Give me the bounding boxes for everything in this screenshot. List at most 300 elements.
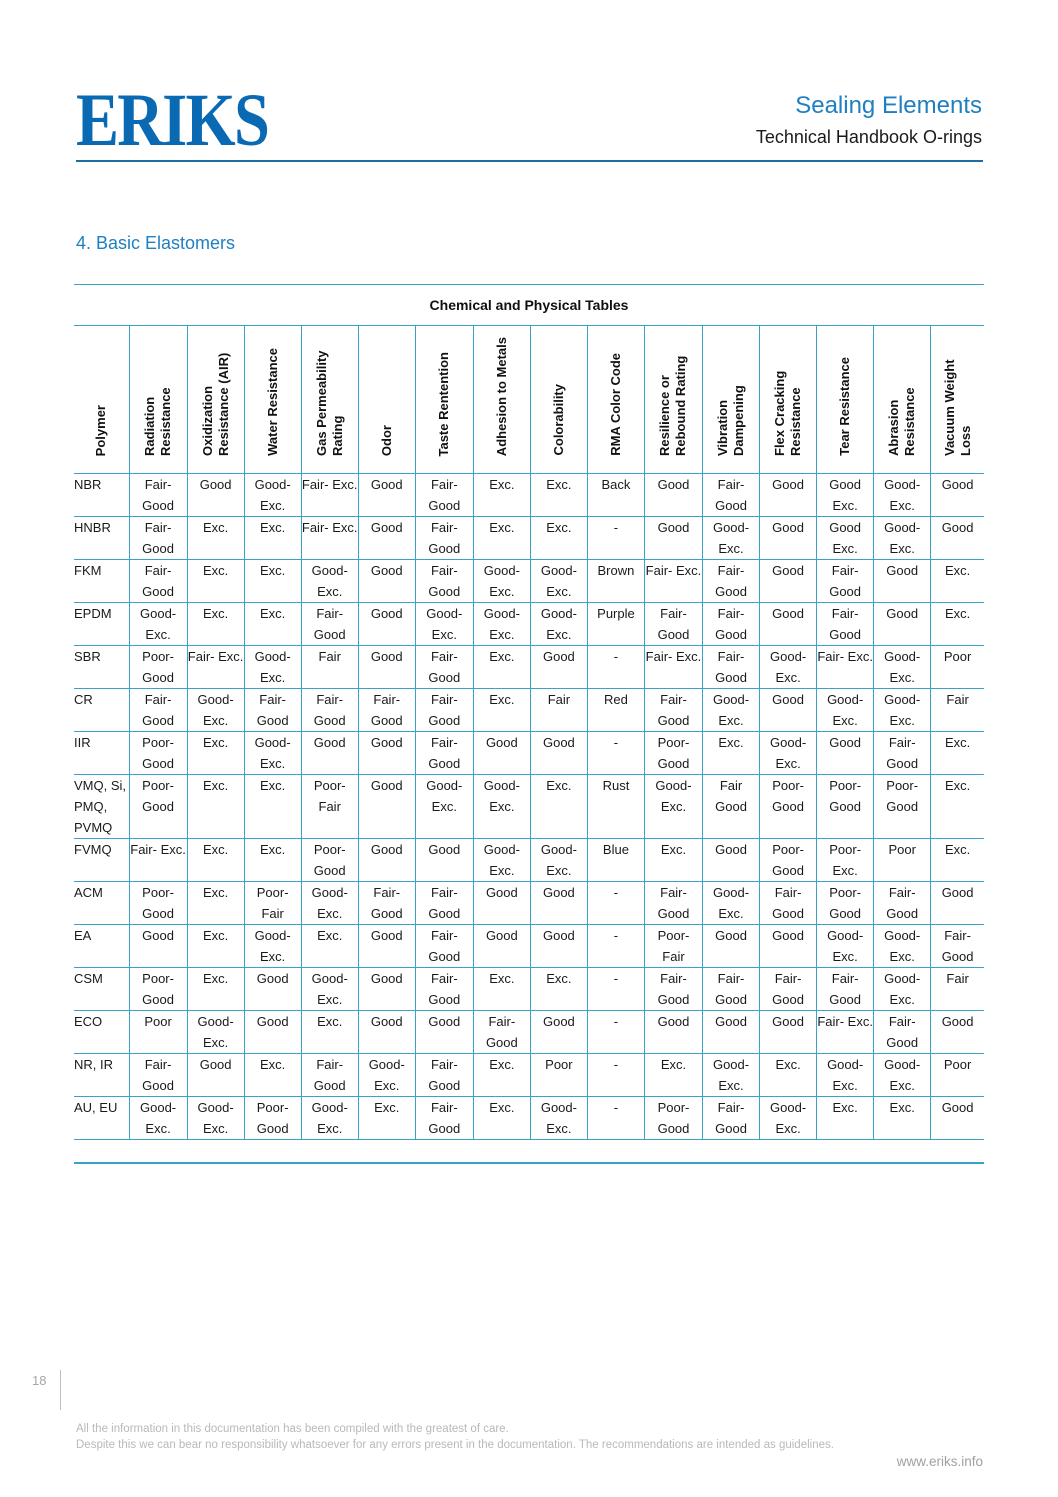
column-header-wrapper (142, 328, 174, 468)
section-title: 4. Basic Elastomers (76, 233, 236, 253)
rating-cell: Good- Exc. (415, 603, 473, 646)
rating-cell: Poor (931, 1054, 984, 1097)
rating-cell: Exc. (473, 689, 530, 732)
polymer-cell: CR (74, 689, 129, 732)
rating-cell: Good (244, 1011, 301, 1054)
rating-cell: Exc. (931, 560, 984, 603)
table-row (74, 1054, 984, 1097)
rating-cell: Fair- Exc. (301, 474, 358, 517)
column-header-wrapper (314, 328, 346, 468)
disclaimer-line-2: Despite this we can bear no responsibility whatsoever for any errors present in the documentation. The recommendations are intended as guidelines. (76, 1439, 834, 1451)
rating-cell: - (587, 646, 644, 689)
rating-cell: Fair- Good (817, 968, 874, 1011)
rating-cell: Good- Exc. (530, 560, 587, 603)
rating-cell: Fair- Good (129, 689, 187, 732)
rating-cell: Fair- Good (129, 474, 187, 517)
rating-cell: Good (703, 1011, 760, 1054)
rating-cell: Good (244, 968, 301, 1011)
rating-cell: Good- Exc. (244, 474, 301, 517)
rating-cell: Exc. (244, 603, 301, 646)
polymer-cell: ACM (74, 882, 129, 925)
table-row (74, 1011, 984, 1054)
rating-cell: Fair- Good (817, 603, 874, 646)
rating-cell: Exc. (874, 1097, 931, 1140)
chemical-physical-table (74, 284, 984, 1164)
header-divider (76, 160, 983, 162)
column-header-wrapper (608, 353, 624, 468)
rating-cell: Poor- Good (244, 1097, 301, 1140)
rating-cell: Poor- Good (817, 882, 874, 925)
column-header (358, 326, 415, 474)
rating-cell: Poor- Good (129, 882, 187, 925)
rating-cell: Good (473, 732, 530, 775)
column-header (187, 326, 244, 474)
rating-cell: Good- Exc. (817, 1054, 874, 1097)
column-header (129, 326, 187, 474)
rating-cell: Fair- Good (874, 732, 931, 775)
polymer-cell: EPDM (74, 603, 129, 646)
rating-cell: Good (187, 474, 244, 517)
rating-cell: Exc. (473, 968, 530, 1011)
column-header-wrapper (837, 357, 853, 468)
column-header-label: Oxidization Resistance (AIR) (199, 352, 231, 456)
rating-cell: Good- Exc. (301, 882, 358, 925)
rating-cell: Exc. (931, 603, 984, 646)
rating-cell: Good (644, 1011, 702, 1054)
rating-cell: Good (760, 517, 817, 560)
rating-cell: Good- Exc. (473, 603, 530, 646)
rating-cell: Rust (587, 775, 644, 839)
column-header-label: Gas Permeability Rating (313, 350, 345, 456)
rating-cell: Good- Exc. (301, 560, 358, 603)
rating-cell: Blue (587, 839, 644, 882)
rating-cell: Exc. (530, 775, 587, 839)
rating-cell: Poor- Good (301, 839, 358, 882)
rating-cell: Exc. (244, 1054, 301, 1097)
rating-cell: Poor- Good (817, 775, 874, 839)
rating-cell: Fair (931, 968, 984, 1011)
table-row (74, 968, 984, 1011)
column-header (644, 326, 702, 474)
table-row (74, 646, 984, 689)
rating-cell: - (587, 1097, 644, 1140)
rating-cell: Fair- Good (644, 603, 702, 646)
rating-cell: Fair- Good (644, 689, 702, 732)
rating-cell: Good (760, 689, 817, 732)
page-number: 18 (32, 1373, 47, 1388)
column-header-label: Odor (378, 424, 394, 456)
rating-cell: Exc. (473, 1054, 530, 1097)
rating-cell: - (587, 732, 644, 775)
rating-cell: Good- Exc. (760, 732, 817, 775)
rating-cell: Good- Exc. (703, 689, 760, 732)
rating-cell: Good (874, 603, 931, 646)
page-number-divider (60, 1370, 61, 1410)
column-header-label: Vacuum Weight Loss (941, 359, 973, 456)
rating-cell: Exc. (931, 839, 984, 882)
rating-cell: Exc. (931, 732, 984, 775)
rating-cell: Good (530, 646, 587, 689)
rating-cell: Poor (874, 839, 931, 882)
rating-cell: - (587, 882, 644, 925)
rating-cell: Good- Exc. (530, 603, 587, 646)
polymer-cell: FVMQ (74, 839, 129, 882)
rating-cell: Poor- Fair (644, 925, 702, 968)
column-header (74, 326, 129, 474)
rating-cell: Good- Exc. (874, 646, 931, 689)
column-header-wrapper (551, 384, 567, 468)
column-header (817, 326, 874, 474)
disclaimer-line-1: All the information in this documentation has been compiled with the greatest of care. (76, 1423, 509, 1435)
rating-cell: Fair- Good (415, 646, 473, 689)
column-header (473, 326, 530, 474)
table-row (74, 474, 984, 517)
rating-cell: Poor (530, 1054, 587, 1097)
rating-cell: Good (358, 603, 415, 646)
polymer-cell: IIR (74, 732, 129, 775)
rating-cell: Exc. (187, 560, 244, 603)
rating-cell: Exc. (187, 517, 244, 560)
rating-cell: Good Exc. (817, 517, 874, 560)
rating-cell: Good (644, 517, 702, 560)
rating-cell: Exc. (644, 839, 702, 882)
rating-cell: Good- Exc. (644, 775, 702, 839)
rating-cell: Good (530, 925, 587, 968)
rating-cell: Good- Exc. (874, 925, 931, 968)
rating-cell: Good- Exc. (301, 1097, 358, 1140)
rating-cell: Fair- Exc. (817, 646, 874, 689)
rating-cell: Purple (587, 603, 644, 646)
rating-cell: Poor- Exc. (817, 839, 874, 882)
rating-cell: Fair- Good (703, 1097, 760, 1140)
rating-cell: Good- Exc. (187, 1097, 244, 1140)
rating-cell: Fair- Good (415, 1097, 473, 1140)
rating-cell: Good- Exc. (703, 517, 760, 560)
rating-cell: Fair- Good (415, 925, 473, 968)
rating-cell: Poor- Fair (244, 882, 301, 925)
rating-cell: Poor- Good (644, 1097, 702, 1140)
rating-cell: Good- Exc. (473, 839, 530, 882)
column-header-wrapper (379, 425, 395, 468)
column-header-wrapper (715, 328, 747, 468)
rating-cell: Good (358, 732, 415, 775)
rating-cell: Good (703, 925, 760, 968)
rating-cell: Fair- Good (644, 882, 702, 925)
rating-cell: Good (931, 882, 984, 925)
rating-cell: Good Exc. (817, 474, 874, 517)
rating-cell: Fair- Good (931, 925, 984, 968)
table-footer-spacer (74, 1140, 984, 1164)
rating-cell: Fair- Good (473, 1011, 530, 1054)
rating-cell: Good- Exc. (817, 925, 874, 968)
polymer-cell: ECO (74, 1011, 129, 1054)
column-header-label: RMA Color Code (607, 353, 623, 456)
rating-cell: Exc. (187, 732, 244, 775)
rating-cell: Good (358, 1011, 415, 1054)
rating-cell: Good- Exc. (358, 1054, 415, 1097)
rating-cell: Fair- Good (415, 732, 473, 775)
rating-cell: Good- Exc. (530, 839, 587, 882)
rating-cell: Fair Good (703, 775, 760, 839)
rating-cell: Fair- Good (703, 646, 760, 689)
rating-cell: - (587, 1054, 644, 1097)
polymer-cell: HNBR (74, 517, 129, 560)
rating-cell: Fair- Good (129, 517, 187, 560)
column-header-wrapper (494, 337, 510, 468)
rating-cell: Exc. (187, 775, 244, 839)
polymer-cell: CSM (74, 968, 129, 1011)
rating-cell: Good (530, 1011, 587, 1054)
rating-cell: Exc. (473, 646, 530, 689)
rating-cell: Good (817, 732, 874, 775)
column-header (415, 326, 473, 474)
rating-cell: Good- Exc. (473, 775, 530, 839)
rating-cell: Good (874, 560, 931, 603)
rating-cell: - (587, 1011, 644, 1054)
rating-cell: Poor- Good (129, 646, 187, 689)
rating-cell: Good (931, 517, 984, 560)
rating-cell: Fair- Good (644, 968, 702, 1011)
rating-cell: Exc. (530, 517, 587, 560)
rating-cell: Good (760, 925, 817, 968)
column-header-wrapper (436, 352, 452, 469)
polymer-cell: NR, IR (74, 1054, 129, 1097)
column-header-label: Radiation Resistance (142, 387, 174, 456)
rating-cell: Fair- Good (244, 689, 301, 732)
column-header-label: Adhesion to Metals (493, 336, 509, 456)
rating-cell: Fair- Good (415, 968, 473, 1011)
rating-cell: Good- Exc. (129, 603, 187, 646)
rating-cell: Fair- Good (415, 1054, 473, 1097)
rating-cell: Fair- Good (129, 560, 187, 603)
rating-cell: Good (931, 474, 984, 517)
rating-cell: Red (587, 689, 644, 732)
rating-cell: Good (760, 603, 817, 646)
column-header (931, 326, 984, 474)
table-row (74, 775, 984, 839)
rating-cell: Good (415, 839, 473, 882)
table-header-row (74, 326, 984, 474)
rating-cell: - (587, 925, 644, 968)
rating-cell: Good- Exc. (244, 925, 301, 968)
rating-cell: Fair- Good (415, 474, 473, 517)
rating-cell: Exc. (358, 1097, 415, 1140)
rating-cell: Poor- Good (129, 775, 187, 839)
rating-cell: Exc. (187, 839, 244, 882)
document-subtitle: Technical Handbook O-rings (755, 127, 982, 147)
table-row (74, 925, 984, 968)
rating-cell: Good (760, 474, 817, 517)
rating-cell: Fair- Good (129, 1054, 187, 1097)
rating-cell: Good- Exc. (874, 1054, 931, 1097)
rating-cell: Poor- Good (874, 775, 931, 839)
rating-cell: Good (703, 839, 760, 882)
rating-cell: Exc. (244, 775, 301, 839)
rating-cell: Exc. (187, 882, 244, 925)
rating-cell: Fair- Good (301, 603, 358, 646)
polymer-cell: NBR (74, 474, 129, 517)
rating-cell: Exc. (473, 1097, 530, 1140)
column-header-label: Tear Resistance (837, 357, 853, 456)
rating-cell: Good (301, 732, 358, 775)
rating-cell: Good- Exc. (817, 689, 874, 732)
rating-cell: Poor- Good (760, 839, 817, 882)
rating-cell: Fair- Good (415, 560, 473, 603)
rating-cell: Good- Exc. (874, 689, 931, 732)
rating-cell: Exc. (817, 1097, 874, 1140)
rating-cell: Fair- Good (703, 603, 760, 646)
rating-cell: Fair- Good (358, 882, 415, 925)
column-header-wrapper (265, 348, 281, 468)
rating-cell: Exc. (760, 1054, 817, 1097)
column-header-label: Water Resistance (264, 348, 280, 456)
rating-cell: Good (187, 1054, 244, 1097)
rating-cell: Good- Exc. (187, 1011, 244, 1054)
column-header-label: Vibration Dampening (715, 385, 747, 456)
rating-cell: - (587, 517, 644, 560)
table-row (74, 839, 984, 882)
rating-cell: Exc. (473, 517, 530, 560)
rating-cell: Good (358, 646, 415, 689)
rating-cell: Fair (530, 689, 587, 732)
table-row (74, 882, 984, 925)
column-header (530, 326, 587, 474)
rating-cell: Good- Exc. (874, 474, 931, 517)
rating-cell: Fair- Good (874, 1011, 931, 1054)
rating-cell: Poor- Good (760, 775, 817, 839)
rating-cell: Exc. (644, 1054, 702, 1097)
rating-cell: Good (358, 517, 415, 560)
rating-cell: Good (129, 925, 187, 968)
rating-cell: Good (473, 925, 530, 968)
rating-cell: Good- Exc. (244, 732, 301, 775)
column-header-wrapper (200, 328, 232, 468)
column-header (244, 326, 301, 474)
rating-cell: Good (530, 882, 587, 925)
rating-cell: Fair- Exc. (644, 646, 702, 689)
rating-cell: Fair- Good (874, 882, 931, 925)
rating-cell: Exc. (187, 925, 244, 968)
column-header-wrapper (657, 328, 689, 468)
table-row (74, 732, 984, 775)
polymer-cell: EA (74, 925, 129, 968)
column-header (301, 326, 358, 474)
rating-cell: Good (530, 732, 587, 775)
rating-cell: Good (358, 775, 415, 839)
column-header (760, 326, 817, 474)
rating-cell: Fair- Good (760, 968, 817, 1011)
rating-cell: Poor- Good (644, 732, 702, 775)
polymer-cell: SBR (74, 646, 129, 689)
rating-cell: Back (587, 474, 644, 517)
rating-cell: Exc. (301, 1011, 358, 1054)
rating-cell: Brown (587, 560, 644, 603)
rating-cell: Exc. (530, 474, 587, 517)
column-header (587, 326, 644, 474)
column-header (703, 326, 760, 474)
column-header-label: Colorability (550, 384, 566, 456)
column-header (874, 326, 931, 474)
column-header-label: Resilience or Rebound Rating (657, 355, 689, 456)
rating-cell: Exc. (187, 603, 244, 646)
rating-cell: - (587, 968, 644, 1011)
rating-cell: Fair- Exc. (301, 517, 358, 560)
rating-cell: Poor (931, 646, 984, 689)
rating-cell: Poor- Good (129, 732, 187, 775)
rating-cell: Fair- Good (817, 560, 874, 603)
rating-cell: Exc. (187, 968, 244, 1011)
rating-cell: Good- Exc. (187, 689, 244, 732)
rating-cell: Fair- Exc. (817, 1011, 874, 1054)
rating-cell: Fair- Exc. (187, 646, 244, 689)
rating-cell: Fair- Exc. (129, 839, 187, 882)
rating-cell: Fair- Exc. (644, 560, 702, 603)
polymer-cell: VMQ, Si, PMQ, PVMQ (74, 775, 129, 839)
rating-cell: Fair- Good (301, 1054, 358, 1097)
rating-cell: Fair- Good (703, 968, 760, 1011)
rating-cell: Good (415, 1011, 473, 1054)
rating-cell: Fair- Good (760, 882, 817, 925)
rating-cell: Good- Exc. (244, 646, 301, 689)
rating-cell: Exc. (244, 560, 301, 603)
rating-cell: Good (358, 560, 415, 603)
rating-cell: Good- Exc. (760, 1097, 817, 1140)
rating-cell: Fair- Good (415, 882, 473, 925)
rating-cell: Fair- Good (301, 689, 358, 732)
column-header-label: Taste Rentention (436, 351, 452, 456)
rating-cell: Poor- Fair (301, 775, 358, 839)
column-header-wrapper (772, 328, 804, 468)
rating-cell: Good- Exc. (473, 560, 530, 603)
rating-cell: Fair- Good (703, 474, 760, 517)
rating-cell: Fair (301, 646, 358, 689)
rating-cell: Good (358, 968, 415, 1011)
rating-cell: Good- Exc. (415, 775, 473, 839)
polymer-cell: AU, EU (74, 1097, 129, 1140)
rating-cell: Exc. (931, 775, 984, 839)
eriks-logo: ERIKS (76, 79, 269, 162)
rating-cell: Good (760, 560, 817, 603)
rating-cell: Good (760, 1011, 817, 1054)
column-header-wrapper (93, 405, 109, 468)
rating-cell: Fair (931, 689, 984, 732)
chemical-physical-table-container (74, 284, 984, 1164)
polymer-cell: FKM (74, 560, 129, 603)
rating-cell: Exc. (473, 474, 530, 517)
rating-cell: Good- Exc. (530, 1097, 587, 1140)
rating-cell: Exc. (703, 732, 760, 775)
rating-cell: Good- Exc. (703, 1054, 760, 1097)
rating-cell: Good- Exc. (760, 646, 817, 689)
table-row (74, 517, 984, 560)
rating-cell: Exc. (244, 839, 301, 882)
column-header-wrapper (942, 328, 974, 468)
rating-cell: Fair- Good (358, 689, 415, 732)
rating-cell: Good- Exc. (874, 517, 931, 560)
table-row (74, 603, 984, 646)
rating-cell: Fair- Good (703, 560, 760, 603)
rating-cell: Good- Exc. (301, 968, 358, 1011)
table-caption: Chemical and Physical Tables (74, 285, 984, 326)
rating-cell: Exc. (301, 925, 358, 968)
rating-cell: Fair- Good (415, 689, 473, 732)
rating-cell: Good (358, 925, 415, 968)
rating-cell: Good (358, 474, 415, 517)
table-row (74, 1097, 984, 1140)
column-header-label: Abrasion Resistance (886, 387, 918, 456)
rating-cell: Exc. (530, 968, 587, 1011)
website-link[interactable]: www.eriks.info (896, 1454, 983, 1469)
